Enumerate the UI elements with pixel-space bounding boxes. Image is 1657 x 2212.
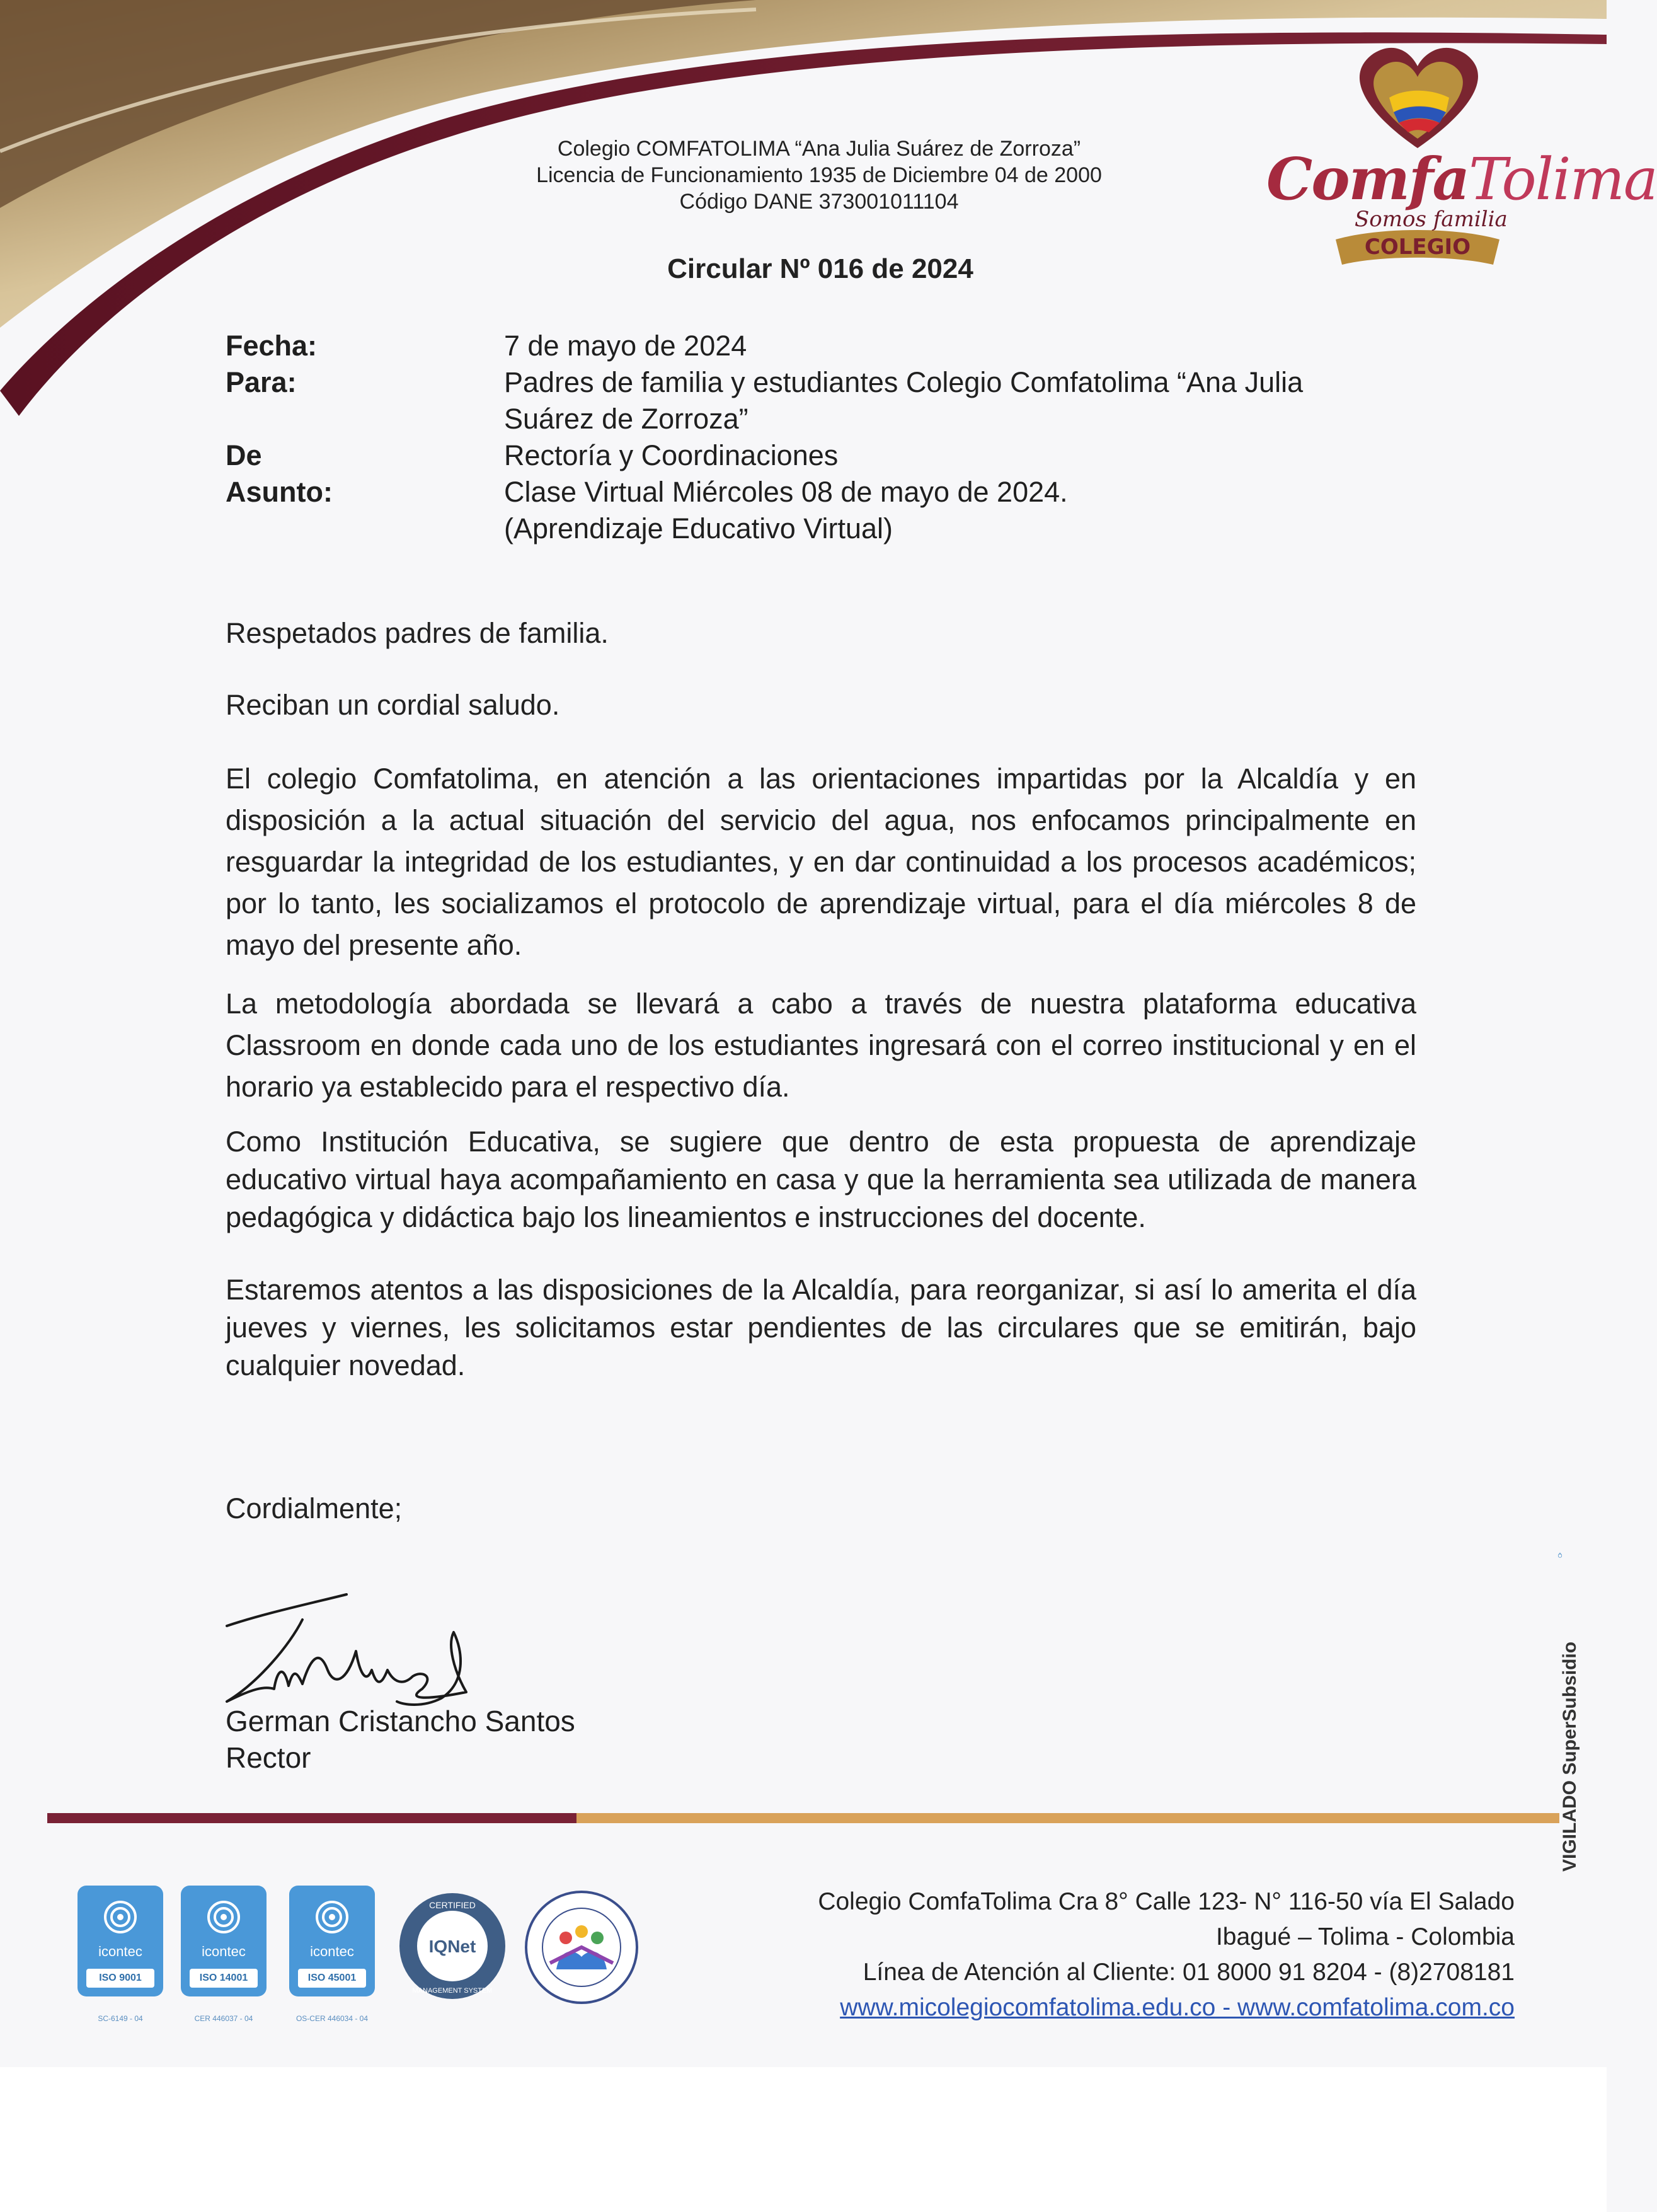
logo-banner: COLEGIO <box>1364 234 1471 260</box>
footer-divider <box>47 1813 1559 1823</box>
paragraph-2: La metodología abordada se llevará a cabo a través de nuestra plataforma educativa Classroom en donde cada uno de los estudiantes ingresará con el correo institucional y en el horario ya establecido para el respectivo día. <box>226 988 1416 1103</box>
closing: Cordialmente; <box>226 1492 403 1524</box>
de-value: Rectoría y Coordinaciones <box>504 439 839 471</box>
icontec-iso-9001-badge <box>77 1886 163 1996</box>
iqnet-label: IQNet <box>428 1937 476 1956</box>
paragraph-4: Estaremos atentos a las disposiciones de la Alcaldía, para reorganizar, si así lo amerita el día jueves y viernes, les solicitamos estar pendientes de las circulares que se emitirán, bajo cualquier novedad. <box>226 1274 1416 1381</box>
greeting: Respetados padres de familia. <box>226 617 609 649</box>
signer-role: Rector <box>226 1741 311 1774</box>
icontec-iso-14001-badge <box>181 1886 267 1996</box>
institution-header <box>441 135 1197 215</box>
asunto-row <box>226 474 1423 547</box>
salute: Reciban un cordial saludo. <box>226 689 560 721</box>
fecha-label: Fecha: <box>226 330 318 362</box>
link-separator: - <box>1215 1994 1238 2021</box>
icontec-icon <box>206 1899 241 1935</box>
iqnet-ring-top: CERTIFIED <box>429 1900 476 1910</box>
vigilado-label: VIGILADO SuperSubsidio <box>1559 1641 1580 1872</box>
para-label: Para: <box>226 366 297 398</box>
footer-city: Ibagué – Tolima - Colombia <box>1215 1923 1515 1950</box>
supersubsidio-icon <box>1545 1550 1575 1607</box>
footer-contact <box>683 1884 1515 2025</box>
para-row <box>226 364 1423 437</box>
cert-code: CER 446037 - 04 <box>194 2014 253 2023</box>
license-line: Licencia de Funcionamiento 1935 de Diciembre 04 de 2000 <box>536 163 1102 187</box>
cert-code: SC-6149 - 04 <box>98 2014 143 2023</box>
asunto-value-line2: (Aprendizaje Educativo Virtual) <box>504 512 893 544</box>
memo-header <box>226 328 1423 547</box>
comfatolima-website-link[interactable]: www.comfatolima.com.co <box>1237 1994 1515 2021</box>
cert-code: OS-CER 446034 - 04 <box>295 2014 369 2023</box>
fecha-row <box>226 328 1423 364</box>
cert-iso: ISO 14001 <box>190 1969 258 1988</box>
asunto-label: Asunto: <box>226 476 333 508</box>
comfatolima-logo <box>1254 38 1657 277</box>
handwritten-signature <box>214 1575 542 1720</box>
institution-name: Colegio COMFATOLIMA “Ana Julia Suárez de Zorroza” <box>557 137 1081 161</box>
para-value-line2: Suárez de Zorroza” <box>504 403 748 435</box>
paragraph-1: El colegio Comfatolima, en atención a las orientaciones impartidas por la Alcaldía y en disposición a la actual situación del servicio del agua, nos enfocamos principalmente en resguardar la integridad de los estudiantes, y en dar continuidad a los procesos académicos; por lo tanto, les socializamos el protocolo de aprendizaje virtual, para el día miércoles 8 de mayo del presente año. <box>226 763 1416 961</box>
de-row <box>226 437 1423 474</box>
icontec-iso-45001-badge <box>289 1886 375 1996</box>
footer-address: Colegio ComfaTolima Cra 8° Calle 123- N° 116-50 vía El Salado <box>818 1888 1515 1915</box>
logo-wordmark-tolima: Tolima <box>1469 146 1657 213</box>
signer-name: German Cristancho Santos <box>226 1705 575 1737</box>
para-value-line1: Padres de familia y estudiantes Colegio Comfatolima “Ana Julia <box>504 366 1304 398</box>
paragraph-3: Como Institución Educativa, se sugiere que dentro de esta propuesta de aprendizaje educativo virtual haya acompañamiento en casa y que la herramienta sea utilizada de manera pedagógica y didáctica bajo los lineamientos e instrucciones del docente. <box>226 1126 1416 1233</box>
icontec-icon <box>103 1899 138 1935</box>
icontec-icon <box>314 1899 350 1935</box>
de-label: De <box>226 439 262 471</box>
iqnet-seal-icon <box>396 1889 509 2003</box>
cert-name: icontec <box>202 1944 246 1959</box>
logo-wordmark <box>1266 145 1657 213</box>
school-website-link[interactable]: www.micolegiocomfatolima.edu.co <box>840 1994 1216 2021</box>
footer-phone: Línea de Atención al Cliente: 01 8000 91 8204 - (8)2708181 <box>863 1959 1515 1986</box>
circular-title: Circular Nº 016 de 2024 <box>667 253 973 284</box>
cert-name: icontec <box>98 1944 142 1959</box>
logo-wordmark-comfa: Comfa <box>1266 145 1469 213</box>
asunto-value-line1: Clase Virtual Miércoles 08 de mayo de 2024. <box>504 476 1068 508</box>
cert-iso: ISO 9001 <box>86 1969 154 1988</box>
footer-links <box>683 1990 1515 2025</box>
cert-name: icontec <box>310 1944 354 1959</box>
cert-iso: ISO 45001 <box>298 1969 366 1988</box>
signer-block <box>226 1703 575 1776</box>
no-discrimination-seal-icon <box>522 1887 641 2007</box>
fecha-value: 7 de mayo de 2024 <box>504 330 747 362</box>
iqnet-ring-bottom: MANAGEMENT SYSTEM <box>412 1987 493 1995</box>
logo-tagline: Somos familia <box>1355 207 1508 232</box>
page-margin <box>0 2067 1607 2212</box>
dane-code: Código DANE 373001011104 <box>679 190 959 214</box>
